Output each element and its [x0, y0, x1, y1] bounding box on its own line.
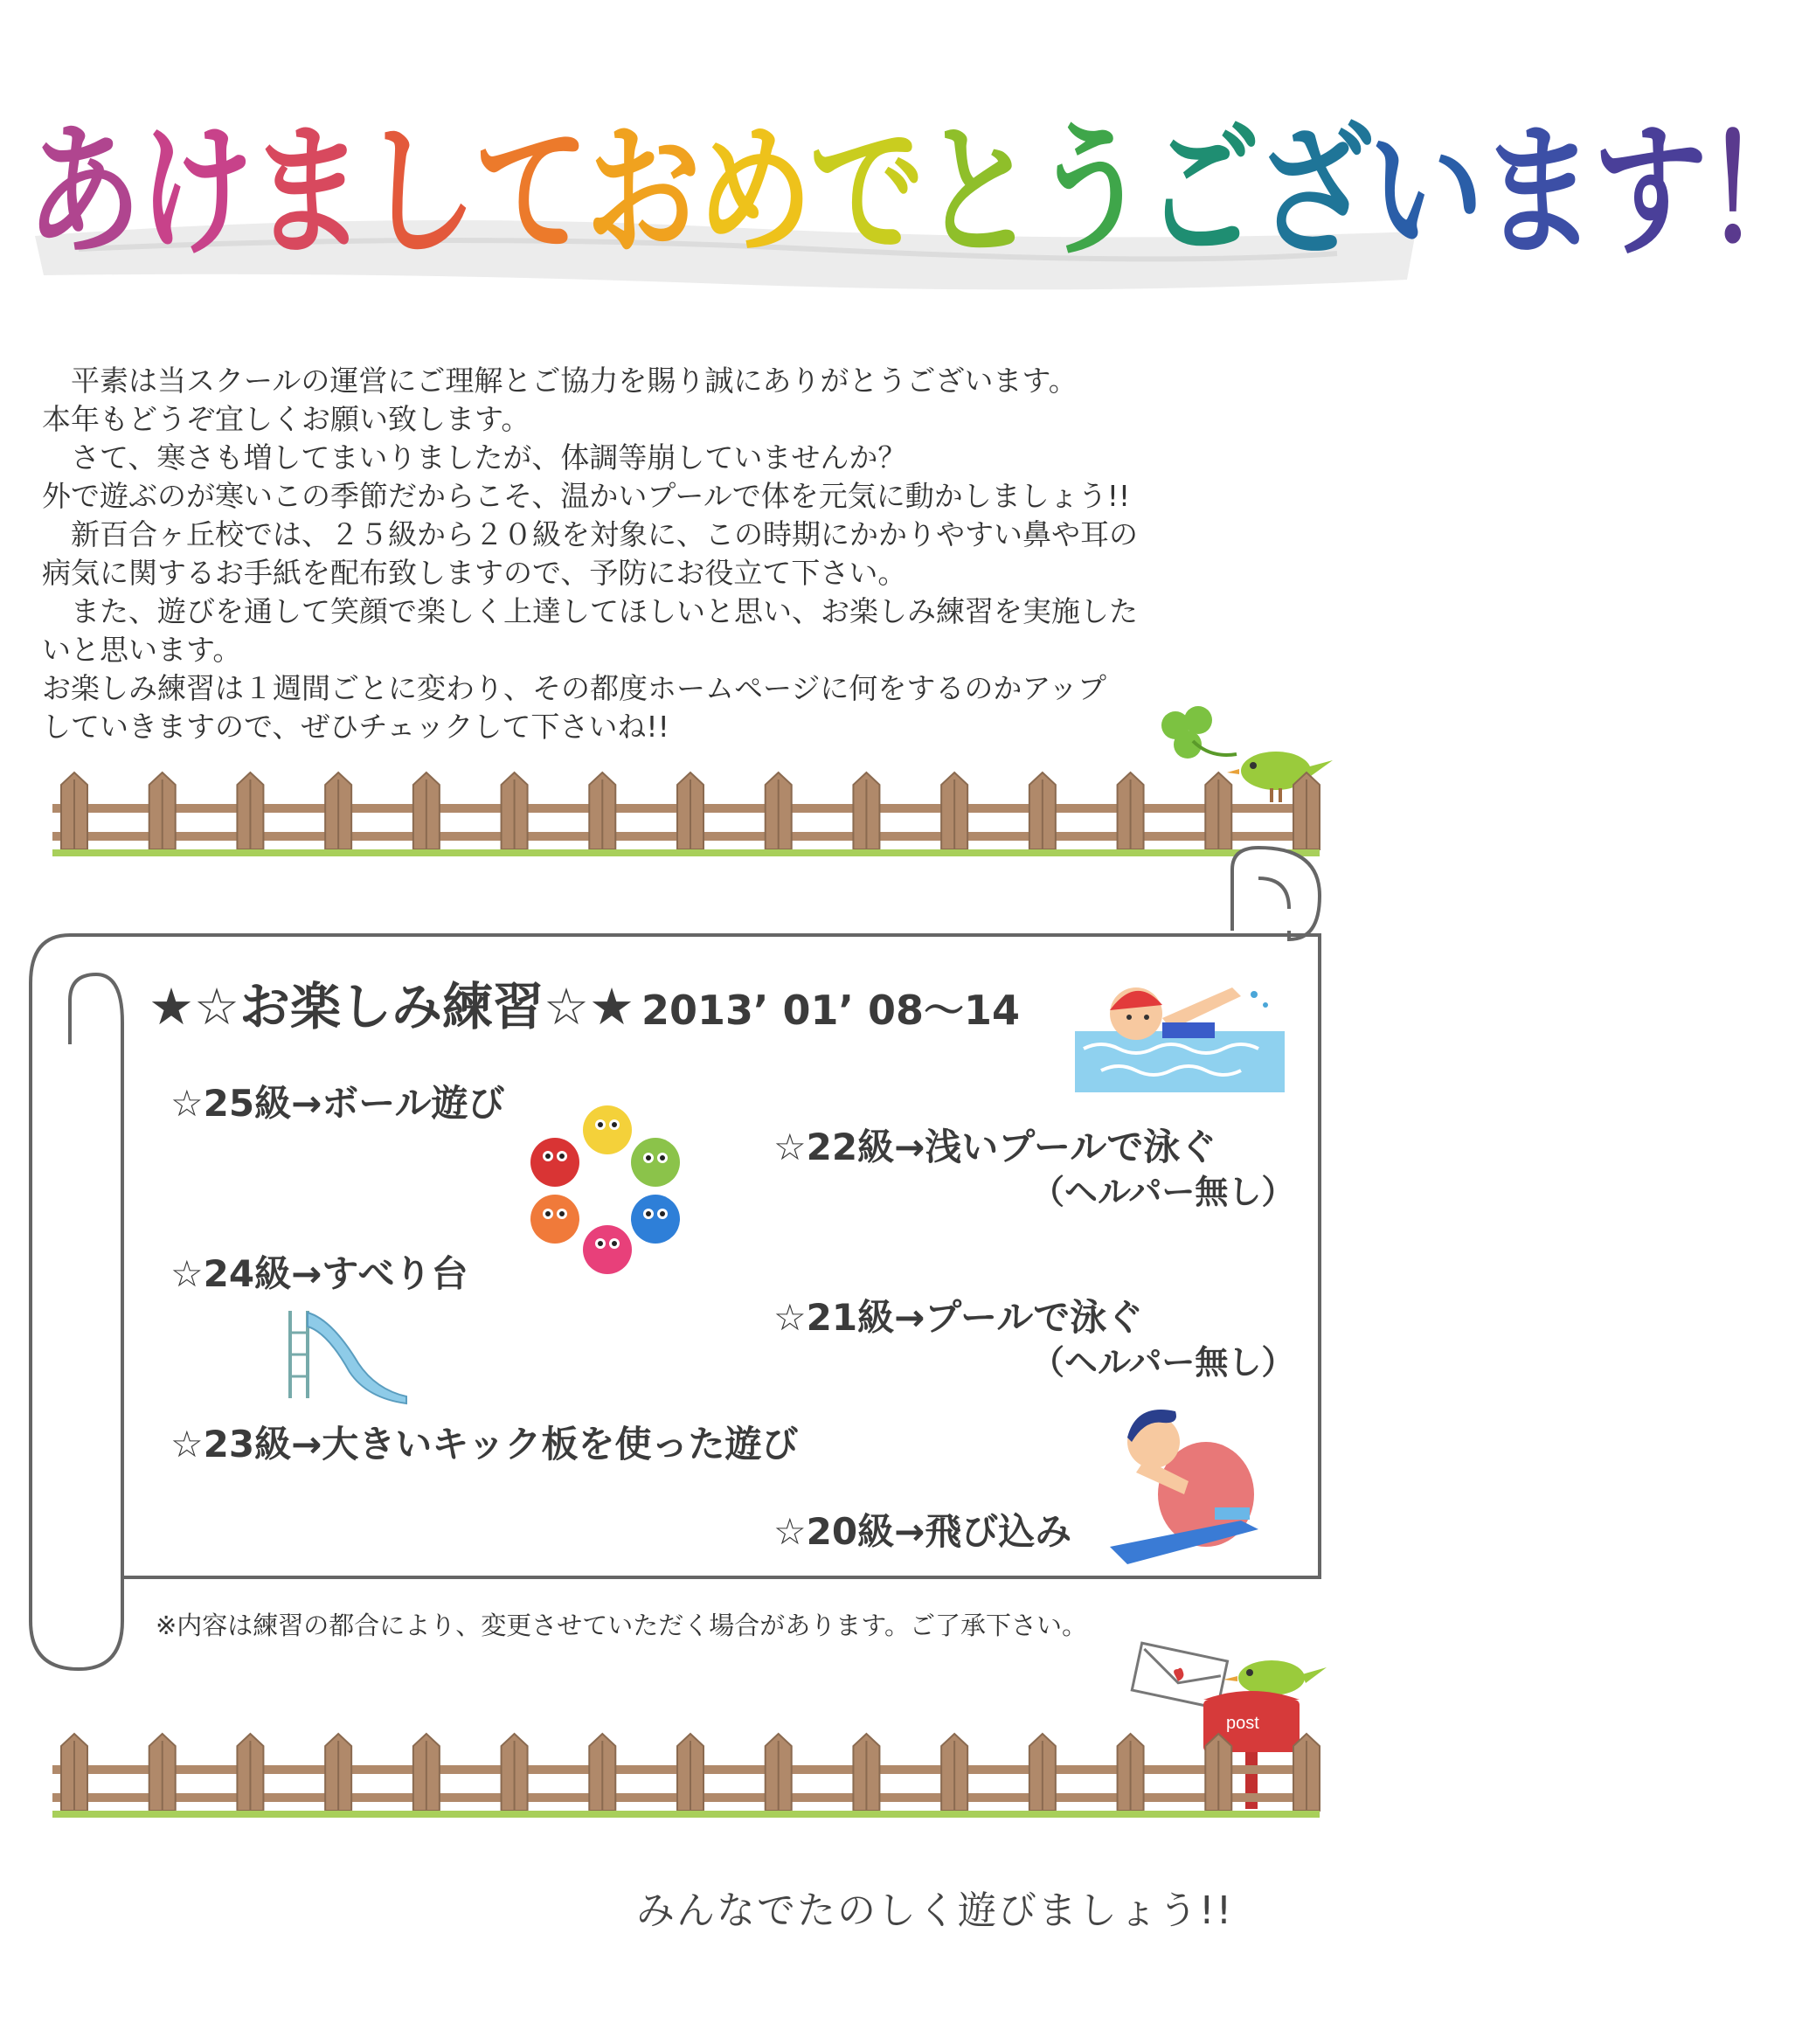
title-area: [26, 87, 1816, 297]
intro-line: お楽しみ練習は１週間ごとに変わり、その都度ホームページに何をするのかアップ: [42, 671, 1107, 705]
intro-line: 新百合ヶ丘校では、２５級から２０級を対象に、この時期にかかりやすい鼻や耳の: [42, 517, 1138, 551]
fence-bottom: [52, 1730, 1320, 1826]
smiley-balls-icon: [520, 1105, 695, 1280]
swimmer-icon: [1075, 979, 1285, 1092]
intro-line: 病気に関するお手紙を配布致しますので、予防にお役立て下さい。: [42, 556, 907, 590]
intro-line: 本年もどうぞ宜しくお願い致します。: [42, 402, 530, 436]
title-char: う: [1033, 107, 1145, 277]
intro-line: いと思います。: [42, 633, 242, 667]
mailbox-label: post: [1226, 1714, 1259, 1733]
intro-line: 外で遊ぶのが寒いこの季節だからこそ、温かいプールで体を元気に動かしましょう!!: [42, 479, 1131, 513]
grade-23-item: ☆23級→大きいキック板を使った遊び: [170, 1423, 799, 1465]
intro-line: また、遊びを通して笑顔で楽しく上達してほしいと思い、お楽しみ練習を実施した: [42, 594, 1138, 628]
grade-20-item: ☆20級→飛び込み: [773, 1510, 1072, 1553]
grade-24-item: ☆24級→すべり台: [170, 1252, 468, 1295]
title-char: し: [362, 107, 474, 277]
title-char: け: [138, 107, 250, 277]
page-title: [26, 87, 1816, 297]
intro-text: [42, 362, 1335, 746]
grade-22-item: ☆22級→浅いプールで泳ぐ: [773, 1126, 1217, 1168]
intro-line: さて、寒さも増してまいりましたが、体調等崩していませんか？: [42, 440, 907, 475]
intro-line: していきますので、ぜひチェックして下さいね!!: [42, 710, 669, 744]
title-char: い: [1369, 107, 1480, 277]
title-char: ま: [250, 107, 362, 277]
title-char: あ: [26, 107, 138, 277]
grade-21-note: （ヘルパー無し）: [1031, 1343, 1295, 1382]
practice-note: ※内容は練習の都合により、変更させていただく場合があります。ご了承下さい。: [156, 1611, 1087, 1640]
title-char: お: [586, 107, 697, 277]
title-char: と: [921, 107, 1033, 277]
title-char: て: [474, 107, 586, 277]
title-char: で: [809, 107, 921, 277]
grade-25-item: ☆25級→ボール遊び: [170, 1082, 505, 1125]
slide-icon: [280, 1302, 411, 1407]
title-char: め: [697, 107, 809, 277]
fence-grass: [52, 1811, 1320, 1818]
title-char: ま: [1480, 107, 1592, 277]
practice-heading: [149, 966, 1020, 1039]
intro-line: 平素は当スクールの運営にご理解とご協力を賜り誠にありがとうございます。: [42, 364, 1078, 398]
practice-title: ★☆お楽しみ練習☆★: [149, 977, 634, 1036]
title-char: ご: [1145, 107, 1257, 277]
practice-date: 2013’ 01’ 08～14: [641, 987, 1021, 1034]
closing-message: みんなでたのしく遊びましょう!!: [636, 1888, 1234, 1933]
grade-21-item: ☆21級→プールで泳ぐ: [773, 1296, 1144, 1339]
grade-22-note: （ヘルパー無し）: [1031, 1173, 1295, 1211]
title-char: ざ: [1257, 107, 1369, 277]
title-char: ！: [1704, 107, 1816, 277]
title-char: す: [1592, 107, 1704, 277]
diver-icon: [1110, 1398, 1258, 1564]
